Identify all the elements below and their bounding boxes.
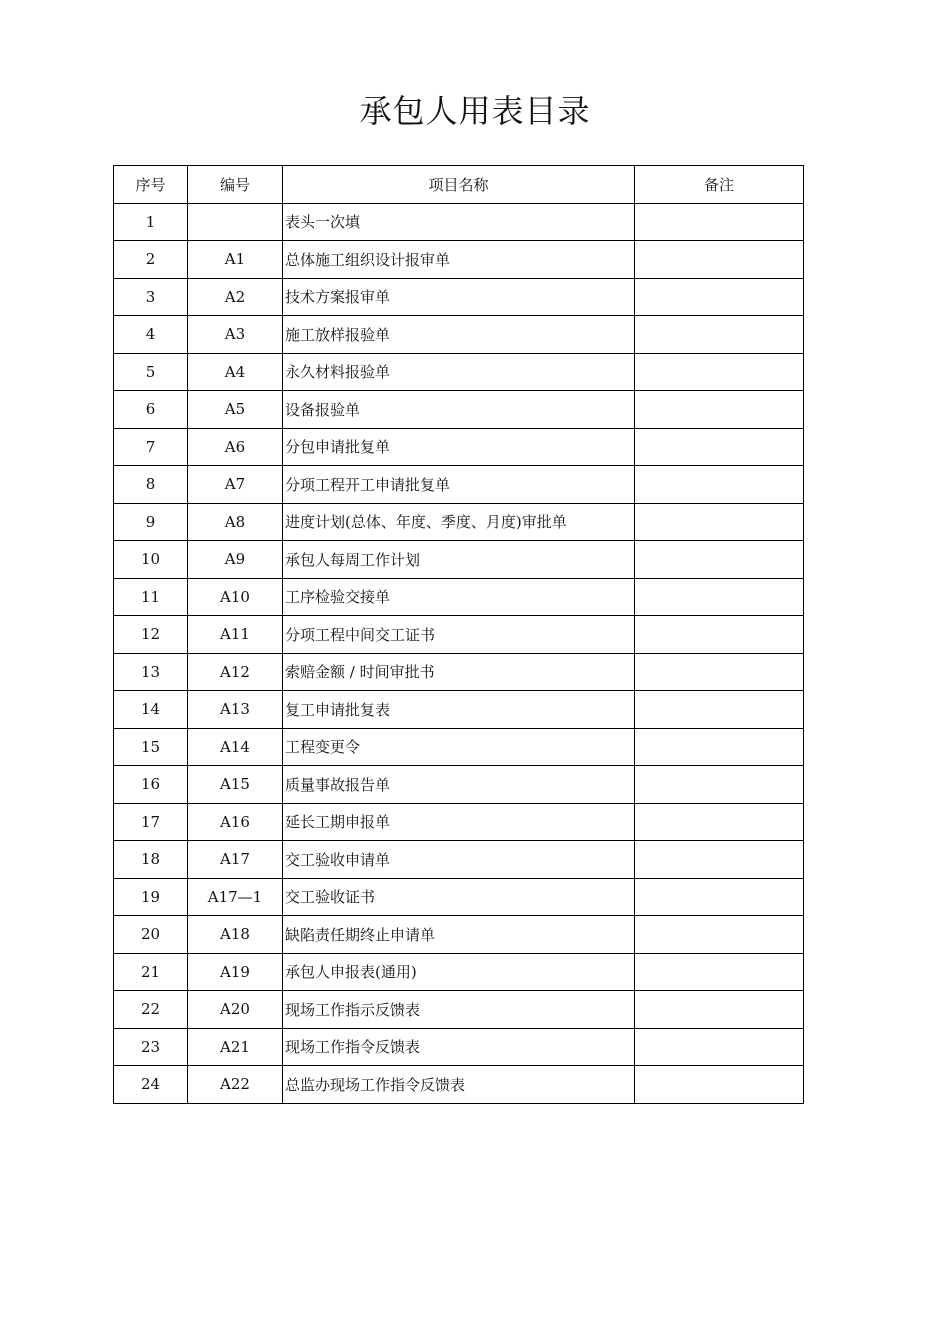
cell-name: 设备报验单 [283,391,635,429]
cell-name: 缺陷责任期终止申请单 [283,916,635,954]
cell-note [635,1028,804,1066]
cell-name: 现场工作指令反馈表 [283,1028,635,1066]
table-row [114,353,804,391]
table-row [114,691,804,729]
cell-code: A2 [188,278,283,316]
cell-note [635,316,804,354]
cell-note [635,428,804,466]
cell-seq: 10 [114,541,188,579]
form-catalog-table [113,165,804,1104]
cell-note [635,653,804,691]
table-row [114,616,804,654]
table-row [114,503,804,541]
cell-seq: 7 [114,428,188,466]
cell-code: A20 [188,991,283,1029]
cell-name: 总监办现场工作指令反馈表 [283,1066,635,1104]
cell-name: 施工放样报验单 [283,316,635,354]
cell-seq: 14 [114,691,188,729]
cell-code: A1 [188,241,283,279]
cell-seq: 4 [114,316,188,354]
cell-seq: 13 [114,653,188,691]
cell-code: A17—1 [188,878,283,916]
cell-note [635,541,804,579]
cell-name: 表头一次填 [283,203,635,241]
cell-name: 索赔金额 / 时间审批书 [283,653,635,691]
cell-name: 交工验收申请单 [283,841,635,879]
cell-code: A19 [188,953,283,991]
cell-note [635,391,804,429]
cell-seq: 11 [114,578,188,616]
cell-code: A21 [188,1028,283,1066]
cell-note [635,916,804,954]
table-row [114,953,804,991]
cell-code: A6 [188,428,283,466]
cell-code: A15 [188,766,283,804]
cell-note [635,991,804,1029]
cell-name: 承包人申报表(通用) [283,953,635,991]
cell-name: 承包人每周工作计划 [283,541,635,579]
cell-note [635,878,804,916]
cell-note [635,578,804,616]
cell-name: 分项工程中间交工证书 [283,616,635,654]
cell-code: A7 [188,466,283,504]
cell-code: A4 [188,353,283,391]
table-header-row [114,166,804,204]
cell-seq: 17 [114,803,188,841]
cell-code: A12 [188,653,283,691]
cell-name: 工程变更令 [283,728,635,766]
table-row [114,916,804,954]
table-row [114,803,804,841]
table-row [114,428,804,466]
cell-code: A14 [188,728,283,766]
cell-name: 延长工期申报单 [283,803,635,841]
table-row [114,991,804,1029]
table-row [114,241,804,279]
cell-note [635,278,804,316]
cell-name: 分包申请批复单 [283,428,635,466]
cell-note [635,503,804,541]
cell-note [635,953,804,991]
cell-note [635,728,804,766]
cell-seq: 23 [114,1028,188,1066]
cell-seq: 6 [114,391,188,429]
cell-seq: 16 [114,766,188,804]
cell-code: A11 [188,616,283,654]
table-row [114,766,804,804]
table-row [114,278,804,316]
cell-seq: 24 [114,1066,188,1104]
cell-code: A22 [188,1066,283,1104]
table-row [114,841,804,879]
cell-code: A3 [188,316,283,354]
cell-note [635,1066,804,1104]
cell-name: 总体施工组织设计报审单 [283,241,635,279]
table-row [114,728,804,766]
cell-seq: 5 [114,353,188,391]
cell-seq: 2 [114,241,188,279]
cell-name: 分项工程开工申请批复单 [283,466,635,504]
cell-name: 进度计划(总体、年度、季度、月度)审批单 [283,503,635,541]
header-code: 编号 [188,166,283,204]
table-row [114,203,804,241]
page-title: 承包人用表目录 [359,92,591,130]
table-row [114,1066,804,1104]
cell-note [635,203,804,241]
table-row [114,878,804,916]
cell-note [635,691,804,729]
cell-note [635,616,804,654]
cell-seq: 12 [114,616,188,654]
cell-name: 工序检验交接单 [283,578,635,616]
table-row [114,466,804,504]
cell-seq: 8 [114,466,188,504]
cell-seq: 1 [114,203,188,241]
cell-seq: 22 [114,991,188,1029]
cell-seq: 20 [114,916,188,954]
cell-code: A9 [188,541,283,579]
cell-code: A5 [188,391,283,429]
table-row [114,653,804,691]
cell-note [635,841,804,879]
cell-note [635,353,804,391]
cell-name: 交工验收证书 [283,878,635,916]
cell-note [635,803,804,841]
cell-code: A10 [188,578,283,616]
table-row [114,316,804,354]
header-note: 备注 [635,166,804,204]
header-seq: 序号 [114,166,188,204]
cell-name: 技术方案报审单 [283,278,635,316]
cell-name: 质量事故报告单 [283,766,635,804]
table-row [114,578,804,616]
table-row [114,1028,804,1066]
cell-note [635,466,804,504]
header-name: 项目名称 [283,166,635,204]
cell-seq: 19 [114,878,188,916]
cell-note [635,241,804,279]
table-row [114,391,804,429]
cell-note [635,766,804,804]
cell-code: A17 [188,841,283,879]
cell-name: 复工申请批复表 [283,691,635,729]
cell-seq: 3 [114,278,188,316]
cell-seq: 18 [114,841,188,879]
cell-code: A18 [188,916,283,954]
cell-name: 永久材料报验单 [283,353,635,391]
cell-code: A8 [188,503,283,541]
cell-code [188,203,283,241]
cell-seq: 21 [114,953,188,991]
cell-code: A13 [188,691,283,729]
cell-seq: 9 [114,503,188,541]
cell-code: A16 [188,803,283,841]
table-body [114,203,804,1103]
cell-name: 现场工作指示反馈表 [283,991,635,1029]
cell-seq: 15 [114,728,188,766]
table-row [114,541,804,579]
